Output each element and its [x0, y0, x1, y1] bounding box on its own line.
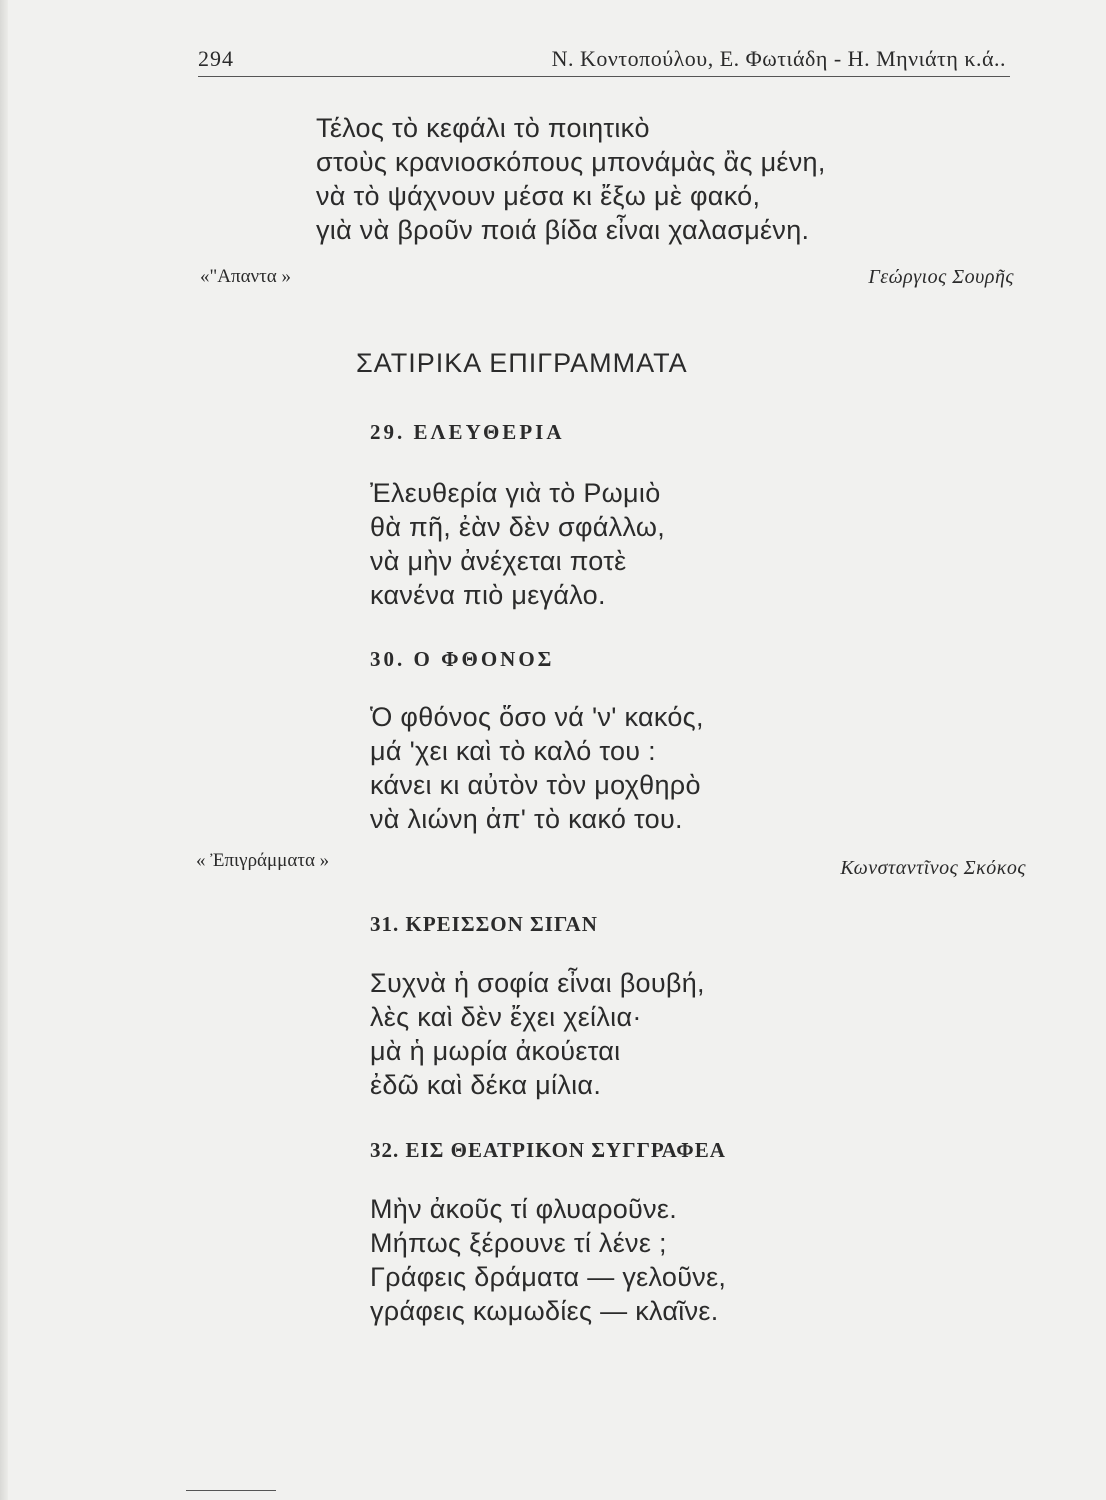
verse-line: Γράφεις δράματα — γελοῦνε, — [370, 1262, 727, 1292]
verse-line: Τέλος τὸ κεφάλι τὸ ποιητικὸ — [316, 113, 650, 143]
verse-line: μά 'χει καὶ τὸ καλό του : — [370, 736, 656, 766]
page-edge — [0, 0, 8, 1500]
verse-line: μὰ ἡ μωρία ἀκούεται — [370, 1036, 621, 1066]
poem-29 — [370, 476, 665, 612]
author-name: Γεώργιος Σουρῆς — [868, 266, 1014, 288]
page-number: 294 — [198, 46, 234, 71]
source-citation: « Ἐπιγράμματα » — [196, 850, 330, 871]
verse-line: στοὺς κρανιοσκόπους μπονάμὰς ἂς μένη, — [316, 147, 826, 177]
verse-line: λὲς καὶ δὲν ἔχει χείλια· — [370, 1002, 642, 1032]
poem-30 — [370, 700, 704, 836]
poem-31 — [370, 966, 705, 1102]
footer-rule — [186, 1490, 276, 1491]
verse-line: γιὰ νὰ βροῦν ποιά βίδα εἶναι χαλασμένη. — [316, 215, 810, 245]
author-name: Κωνσταντῖνος Σκόκος — [840, 857, 1026, 879]
running-head: Ν. Κοντοπούλου, Ε. Φωτιάδη - Η. Μηνιάτη κ.ά.. — [551, 46, 1006, 71]
verse-line: κάνει κι αὐτὸν τὸν μοχθηρὸ — [370, 770, 701, 800]
poem-heading: 30. Ο ΦΘΟΝΟΣ — [370, 647, 555, 671]
poem-heading: 29. ΕΛΕΥΘΕΡΙΑ — [370, 420, 565, 444]
verse-line: Συχνὰ ἡ σοφία εἶναι βουβή, — [370, 968, 705, 998]
poem-heading: 31. ΚΡΕΙΣΣΟΝ ΣΙΓΑΝ — [370, 912, 598, 936]
verse-line: Ἐλευθερία γιὰ τὸ Ρωμιὸ — [370, 478, 661, 508]
poem-heading: 32. ΕΙΣ ΘΕΑΤΡΙΚΟΝ ΣΥΓΓΡΑΦΕΑ — [370, 1138, 726, 1162]
header-rule — [198, 76, 1010, 77]
verse-line: θὰ πῆ, ἐὰν δὲν σφάλλω, — [370, 512, 666, 542]
verse-line: νὰ μὴν ἀνέχεται ποτὲ — [370, 546, 627, 576]
poem-souris — [316, 111, 826, 247]
verse-line: νὰ λιώνη ἀπ' τὸ κακό του. — [370, 804, 683, 834]
poem-32 — [370, 1192, 726, 1328]
section-title: ΣΑΤΙΡΙΚΑ ΕΠΙΓΡΑΜΜΑΤΑ — [356, 348, 688, 378]
verse-line: Μὴν ἀκοῦς τί φλυαροῦνε. — [370, 1194, 678, 1224]
verse-line: Μήπως ξέρουνε τί λένε ; — [370, 1228, 667, 1258]
verse-line: νὰ τὸ ψάχνουν μέσα κι ἔξω μὲ φακό, — [316, 181, 761, 211]
verse-line: ἐδῶ καὶ δέκα μίλια. — [370, 1070, 602, 1100]
verse-line: κανένα πιὸ μεγάλο. — [370, 580, 606, 610]
verse-line: Ὁ φθόνος ὅσο νά 'ν' κακός, — [370, 702, 704, 732]
source-citation: «"Απαντα » — [200, 266, 291, 287]
verse-line: γράφεις κωμωδίες — κλαῖνε. — [370, 1296, 719, 1326]
page-header — [198, 46, 1018, 82]
